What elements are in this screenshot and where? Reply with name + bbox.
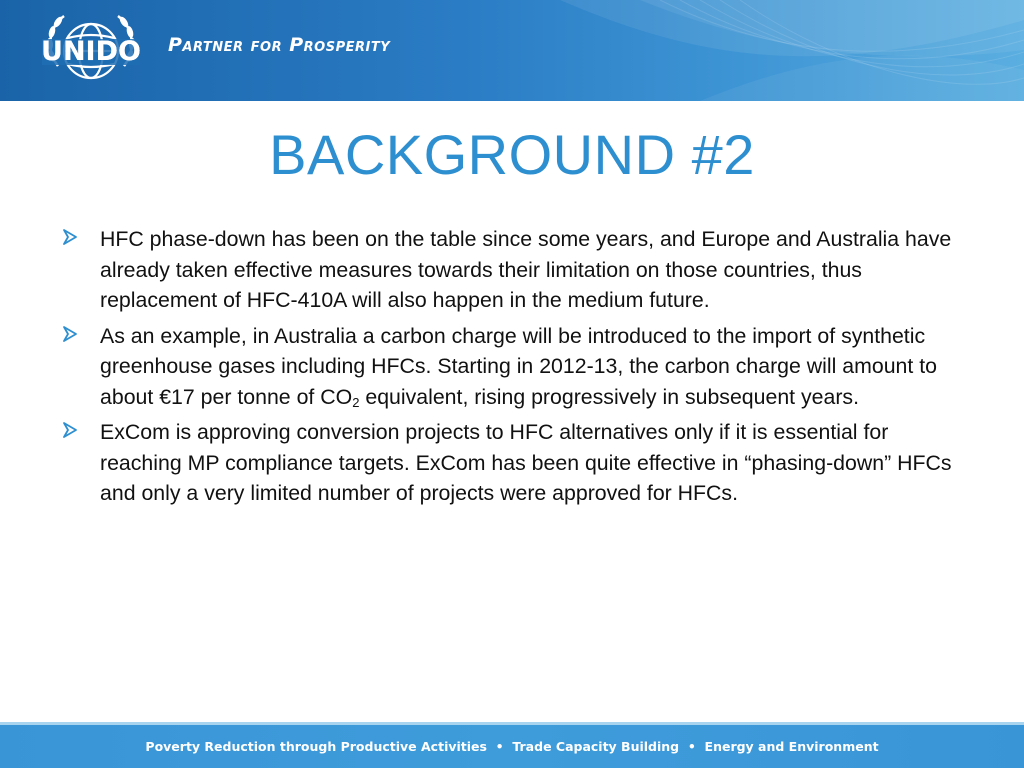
bullet-text: ExCom is approving conversion projects to HFC alternatives only if it is essential for reaching MP compliance targets. ExCom has been quite effective in “phasing-down” HFCs and only a very limited number of projects were approved for HFCs.: [100, 420, 952, 505]
arrowhead-bullet-icon: [62, 421, 78, 439]
bullet-text: HFC phase-down has been on the table since some years, and Europe and Australia have already taken effective measures towards their limitation on those countries, thus replacement of HFC-410A will also happen in the medium future.: [100, 227, 952, 312]
header-banner: [0, 0, 1024, 101]
unido-logo: [38, 6, 144, 96]
arrowhead-bullet-icon: [62, 325, 78, 343]
bullet-item: [62, 321, 972, 413]
header-swoosh-decoration: [0, 0, 1024, 101]
bullet-list: [62, 224, 972, 514]
footer-banner: [0, 722, 1024, 768]
bullet-item: [62, 417, 972, 509]
bullet-text: As an example, in Australia a carbon charge will be introduced to the import of synthetic greenhouse gases including HFCs. Starting in 2012-13, the carbon charge will amount to about €17 per tonne of CO: [100, 323, 937, 409]
footer-text: Poverty Reduction through Productive Activities • Trade Capacity Building • Energy and Environment: [145, 739, 879, 754]
arrowhead-bullet-icon: [62, 228, 78, 246]
logo-text: UNIDO: [41, 36, 141, 67]
bullet-text-continued: equivalent, rising progressively in subsequent years.: [359, 384, 859, 409]
tagline: Partner for Prosperity: [168, 34, 391, 56]
bullet-item: [62, 224, 972, 316]
slide-title: BACKGROUND #2: [269, 123, 755, 186]
subscript-2: 2: [352, 394, 360, 410]
